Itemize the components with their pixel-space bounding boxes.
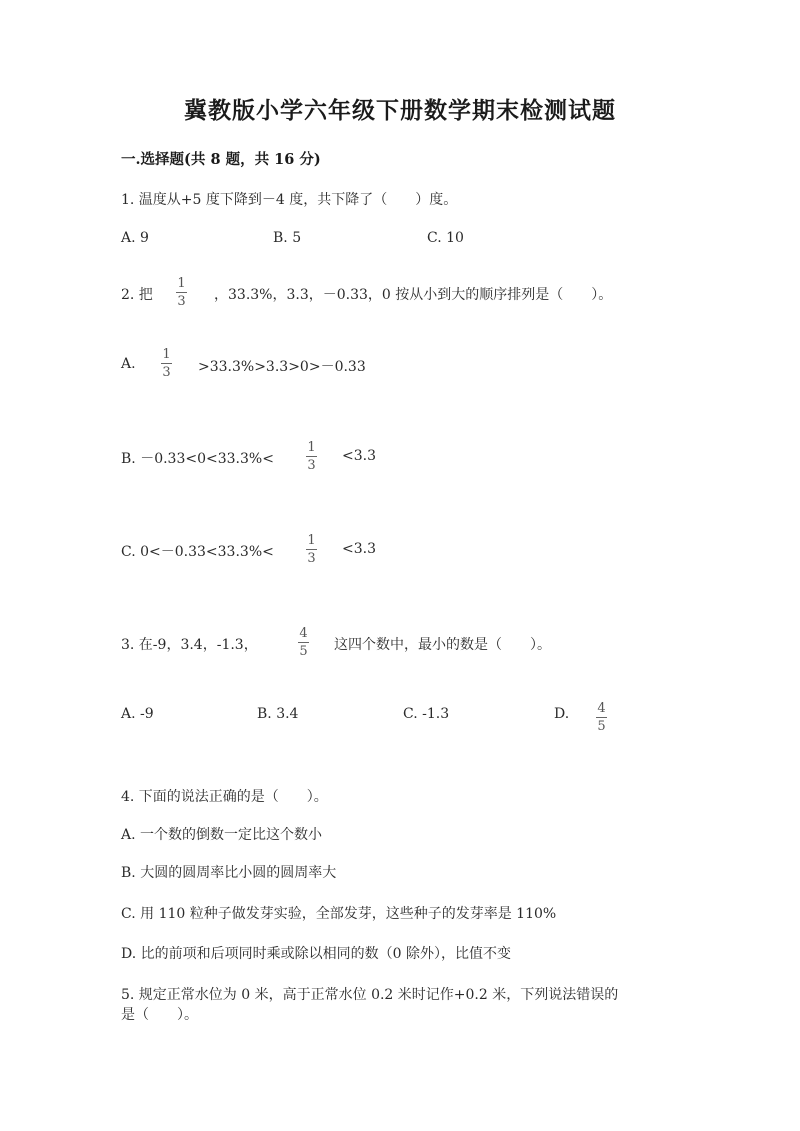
question-3-option-c: C. -1.3 bbox=[403, 706, 450, 722]
question-1-option-a: A. 9 bbox=[121, 230, 149, 246]
question-4-stem: 4. 下面的说法正确的是（ ）。 bbox=[121, 789, 328, 805]
fraction-one-third bbox=[176, 276, 187, 309]
fraction-denominator: 3 bbox=[162, 365, 171, 380]
fraction-four-fifths bbox=[596, 701, 607, 734]
fraction-denominator: 3 bbox=[177, 294, 186, 309]
question-5-stem-line-1: 5. 规定正常水位为 0 米，高于正常水位 0.2 米时记作+0.2 米，下列说法错误的 bbox=[121, 987, 619, 1003]
page-title: 冀教版小学六年级下册数学期末检测试题 bbox=[184, 97, 616, 124]
question-3-option-b: B. 3.4 bbox=[257, 706, 299, 722]
fraction-numerator: 4 bbox=[299, 626, 308, 641]
fraction-numerator: 1 bbox=[177, 276, 186, 291]
question-1-option-b: B. 5 bbox=[273, 230, 302, 246]
fraction-numerator: 1 bbox=[307, 440, 316, 455]
fraction-denominator: 5 bbox=[299, 644, 308, 659]
question-2-stem-start: 2. 把 bbox=[121, 287, 153, 303]
question-4-option-a: A. 一个数的倒数一定比这个数小 bbox=[121, 827, 323, 843]
question-4-option-d: D. 比的前项和后项同时乘或除以相同的数（0 除外），比值不变 bbox=[121, 946, 511, 962]
question-3-stem-end: 这四个数中，最小的数是（ ）。 bbox=[334, 637, 551, 653]
question-3-stem-start: 3. 在-9，3.4，-1.3， bbox=[121, 637, 258, 653]
fraction-one-third bbox=[161, 347, 172, 380]
fraction-bar bbox=[306, 456, 317, 457]
fraction-bar bbox=[176, 292, 187, 293]
question-2-option-b-text: B. －0.33<0<33.3%< bbox=[121, 451, 274, 467]
question-1-option-c: C. 10 bbox=[427, 230, 464, 246]
question-5-stem-line-2: 是（ ）。 bbox=[121, 1007, 198, 1023]
fraction-numerator: 1 bbox=[307, 533, 316, 548]
fraction-bar bbox=[306, 549, 317, 550]
question-2-option-b-end: <3.3 bbox=[342, 448, 376, 464]
section-heading: 一.选择题(共 8 题，共 16 分) bbox=[121, 151, 321, 168]
fraction-one-third bbox=[306, 440, 317, 473]
fraction-bar bbox=[161, 363, 172, 364]
question-2-option-c-end: <3.3 bbox=[342, 541, 376, 557]
fraction-denominator: 5 bbox=[597, 719, 606, 734]
question-4-option-b: B. 大圆的圆周率比小圆的圆周率大 bbox=[121, 865, 337, 881]
fraction-denominator: 3 bbox=[307, 551, 316, 566]
fraction-one-third bbox=[306, 533, 317, 566]
fraction-bar bbox=[298, 642, 309, 643]
fraction-denominator: 3 bbox=[307, 458, 316, 473]
question-4-option-c: C. 用 110 粒种子做发芽实验，全部发芽，这些种子的发芽率是 110% bbox=[121, 906, 557, 922]
question-2-option-c-text: C. 0<－0.33<33.3%< bbox=[121, 544, 274, 560]
question-2-option-a-text: >33.3%>3.3>0>－0.33 bbox=[198, 359, 366, 375]
fraction-bar bbox=[596, 717, 607, 718]
question-3-option-d-label: D. bbox=[554, 706, 570, 722]
question-2-stem-end: ，33.3%，3.3，－0.33，0 按从小到大的顺序排列是（ ）。 bbox=[214, 287, 613, 303]
question-2-option-a-label: A. bbox=[121, 356, 136, 372]
fraction-numerator: 4 bbox=[597, 701, 606, 716]
question-1-stem: 1. 温度从+5 度下降到－4 度，共下降了（ ）度。 bbox=[121, 192, 458, 208]
fraction-four-fifths bbox=[298, 626, 309, 659]
question-3-option-a: A. -9 bbox=[121, 706, 154, 722]
fraction-numerator: 1 bbox=[162, 347, 171, 362]
